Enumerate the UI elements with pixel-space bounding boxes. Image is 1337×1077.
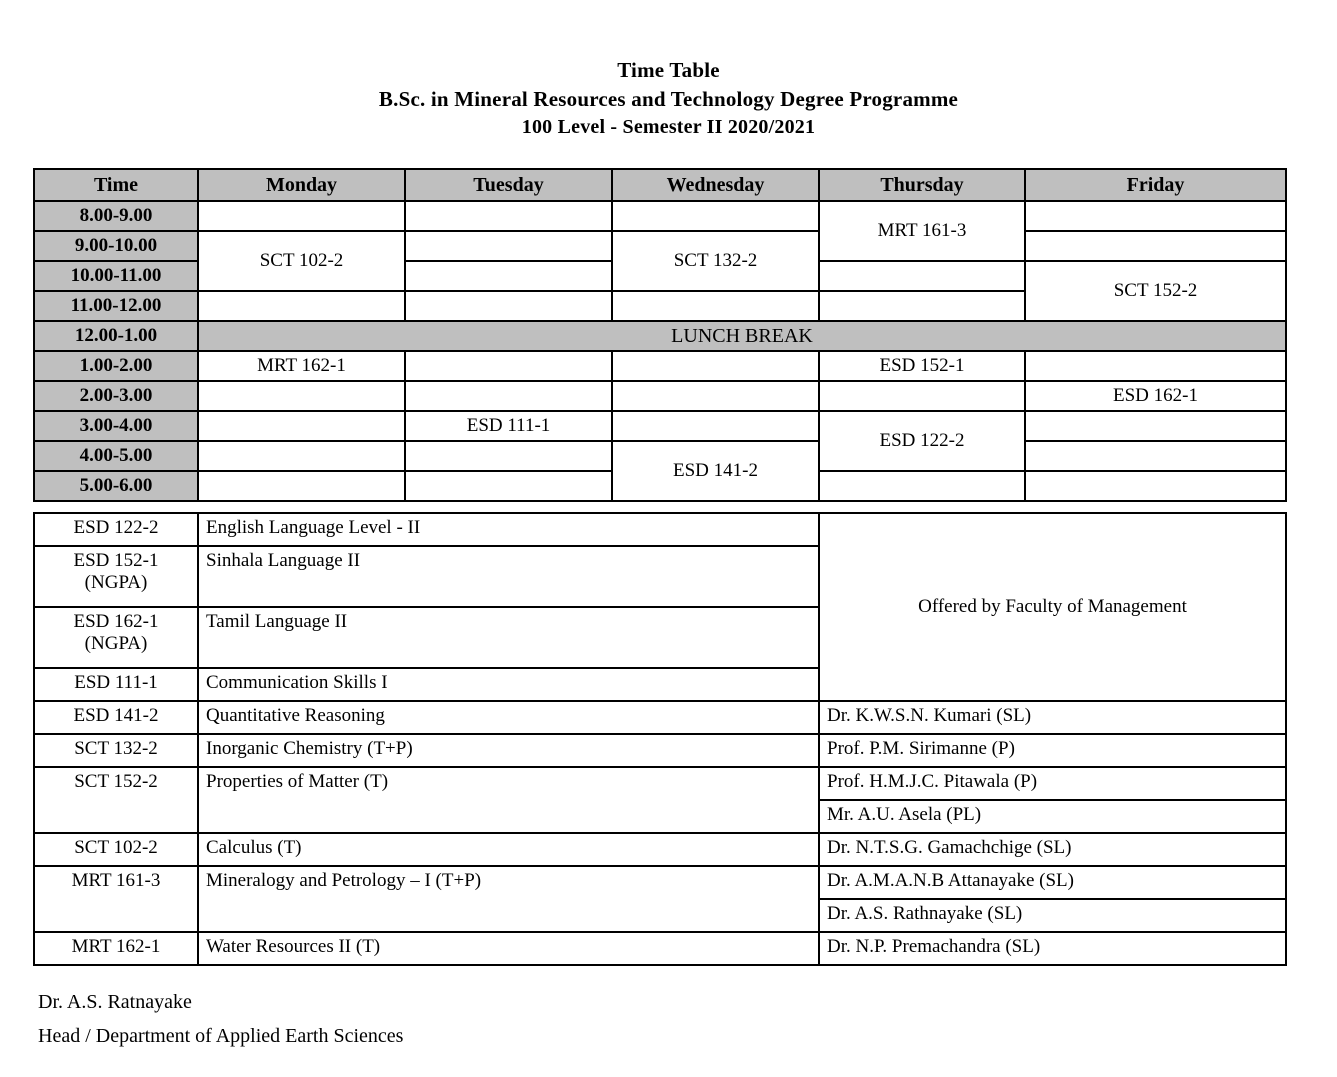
legend-staff: Dr. A.S. Rathnayake (SL) xyxy=(819,899,1286,932)
table-row xyxy=(34,411,1286,441)
slot-thursday-1300-esd152[interactable]: ESD 152-1 xyxy=(819,351,1025,381)
slot-thursday-1400[interactable] xyxy=(819,381,1025,411)
slot-friday-1500[interactable] xyxy=(1025,411,1286,441)
slot-tuesday-1300[interactable] xyxy=(405,351,612,381)
legend-faculty-note: Offered by Faculty of Management xyxy=(819,513,1286,701)
slot-tuesday-0900[interactable] xyxy=(405,231,612,261)
slot-monday-1100[interactable] xyxy=(198,291,405,321)
slot-thursday-1700[interactable] xyxy=(819,471,1025,501)
legend-course: Water Resources II (T) xyxy=(198,932,819,965)
slot-friday-0900[interactable] xyxy=(1025,231,1286,261)
table-row-lunch xyxy=(34,321,1286,351)
column-header-wednesday: Wednesday xyxy=(612,169,819,201)
table-row xyxy=(34,351,1286,381)
slot-monday-0900-sct102[interactable]: SCT 102-2 xyxy=(198,231,405,291)
document-header xyxy=(0,0,1337,141)
signature-block xyxy=(38,985,403,1053)
legend-code-main: ESD 162-1 xyxy=(73,611,159,632)
signatory-name: Dr. A.S. Ratnayake xyxy=(38,991,192,1013)
legend-staff: Prof. H.M.J.C. Pitawala (P) xyxy=(819,767,1286,800)
legend-course: Inorganic Chemistry (T+P) xyxy=(198,734,819,767)
slot-wednesday-1300[interactable] xyxy=(612,351,819,381)
slot-wednesday-0800[interactable] xyxy=(612,201,819,231)
slot-wednesday-1100[interactable] xyxy=(612,291,819,321)
legend-code: SCT 102-2 xyxy=(34,833,198,866)
table-row xyxy=(34,201,1286,231)
column-header-thursday: Thursday xyxy=(819,169,1025,201)
legend-row xyxy=(34,734,1286,767)
page-title: Time Table xyxy=(617,58,720,82)
slot-friday-1700[interactable] xyxy=(1025,471,1286,501)
legend-code: ESD 122-2 xyxy=(34,513,198,546)
legend-course: Mineralogy and Petrology – I (T+P) xyxy=(198,866,819,932)
slot-monday-1400[interactable] xyxy=(198,381,405,411)
legend-code xyxy=(34,546,198,607)
slot-monday-1600[interactable] xyxy=(198,441,405,471)
slot-thursday-1000[interactable] xyxy=(819,261,1025,291)
slot-tuesday-1100[interactable] xyxy=(405,291,612,321)
slot-friday-1000-sct152[interactable]: SCT 152-2 xyxy=(1025,261,1286,321)
slot-friday-1400-esd162[interactable]: ESD 162-1 xyxy=(1025,381,1286,411)
slot-wednesday-1400[interactable] xyxy=(612,381,819,411)
timetable-header-row xyxy=(34,169,1286,201)
slot-tuesday-1500-esd111[interactable]: ESD 111-1 xyxy=(405,411,612,441)
time-slot-label: 5.00-6.00 xyxy=(34,471,198,501)
time-slot-label: 10.00-11.00 xyxy=(34,261,198,291)
slot-monday-0800[interactable] xyxy=(198,201,405,231)
legend-course: Properties of Matter (T) xyxy=(198,767,819,833)
slot-tuesday-0800[interactable] xyxy=(405,201,612,231)
legend-code xyxy=(34,607,198,668)
legend-course: Tamil Language II xyxy=(198,607,819,668)
column-header-tuesday: Tuesday xyxy=(405,169,612,201)
legend-staff: Prof. P.M. Sirimanne (P) xyxy=(819,734,1286,767)
legend-code: ESD 141-2 xyxy=(34,701,198,734)
legend-row xyxy=(34,513,1286,546)
slot-monday-1700[interactable] xyxy=(198,471,405,501)
legend-staff: Mr. A.U. Asela (PL) xyxy=(819,800,1286,833)
slot-friday-1600[interactable] xyxy=(1025,441,1286,471)
legend-course: Quantitative Reasoning xyxy=(198,701,819,734)
slot-wednesday-0900-sct132[interactable]: SCT 132-2 xyxy=(612,231,819,291)
legend-staff: Dr. A.M.A.N.B Attanayake (SL) xyxy=(819,866,1286,899)
legend-course: Communication Skills I xyxy=(198,668,819,701)
legend-code: SCT 132-2 xyxy=(34,734,198,767)
programme-title: B.Sc. in Mineral Resources and Technology Degree Programme xyxy=(378,87,959,111)
legend-staff: Dr. K.W.S.N. Kumari (SL) xyxy=(819,701,1286,734)
legend-code: ESD 111-1 xyxy=(34,668,198,701)
legend-course: Sinhala Language II xyxy=(198,546,819,607)
legend-code-ngpa: (NGPA) xyxy=(84,633,148,654)
course-legend-table xyxy=(33,512,1287,966)
time-slot-label: 4.00-5.00 xyxy=(34,441,198,471)
slot-monday-1500[interactable] xyxy=(198,411,405,441)
time-slot-label: 11.00-12.00 xyxy=(34,291,198,321)
legend-staff: Dr. N.P. Premachandra (SL) xyxy=(819,932,1286,965)
legend-row xyxy=(34,866,1286,899)
slot-monday-1300-mrt162[interactable]: MRT 162-1 xyxy=(198,351,405,381)
slot-thursday-1100[interactable] xyxy=(819,291,1025,321)
slot-thursday-0800-mrt161[interactable]: MRT 161-3 xyxy=(819,201,1025,261)
timetable-grid xyxy=(33,168,1287,502)
time-slot-label: 1.00-2.00 xyxy=(34,351,198,381)
column-header-monday: Monday xyxy=(198,169,405,201)
time-slot-label: 3.00-4.00 xyxy=(34,411,198,441)
table-row xyxy=(34,381,1286,411)
column-header-time: Time xyxy=(34,169,198,201)
legend-staff: Dr. N.T.S.G. Gamachchige (SL) xyxy=(819,833,1286,866)
table-row xyxy=(34,231,1286,261)
time-slot-label: 9.00-10.00 xyxy=(34,231,198,261)
legend-code: SCT 152-2 xyxy=(34,767,198,833)
level-semester-title: 100 Level - Semester II 2020/2021 xyxy=(521,116,816,138)
signatory-position: Head / Department of Applied Earth Sciences xyxy=(38,1025,404,1047)
legend-course: English Language Level - II xyxy=(198,513,819,546)
legend-row xyxy=(34,701,1286,734)
time-slot-label: 8.00-9.00 xyxy=(34,201,198,231)
legend-code: MRT 162-1 xyxy=(34,932,198,965)
time-slot-label: 12.00-1.00 xyxy=(34,321,198,351)
legend-code-main: ESD 152-1 xyxy=(73,550,159,571)
slot-tuesday-1400[interactable] xyxy=(405,381,612,411)
column-header-friday: Friday xyxy=(1025,169,1286,201)
slot-tuesday-1000[interactable] xyxy=(405,261,612,291)
lunch-break-cell: LUNCH BREAK xyxy=(198,321,1286,351)
slot-wednesday-1500[interactable] xyxy=(612,411,819,441)
slot-friday-0800[interactable] xyxy=(1025,201,1286,231)
legend-course: Calculus (T) xyxy=(198,833,819,866)
slot-tuesday-1700[interactable] xyxy=(405,471,612,501)
legend-row xyxy=(34,833,1286,866)
slot-thursday-1500-esd122[interactable]: ESD 122-2 xyxy=(819,411,1025,471)
legend-code: MRT 161-3 xyxy=(34,866,198,932)
table-row xyxy=(34,441,1286,471)
time-slot-label: 2.00-3.00 xyxy=(34,381,198,411)
legend-row xyxy=(34,767,1286,800)
legend-code-ngpa: (NGPA) xyxy=(84,572,148,593)
slot-tuesday-1600[interactable] xyxy=(405,441,612,471)
legend-row xyxy=(34,932,1286,965)
slot-friday-1300[interactable] xyxy=(1025,351,1286,381)
slot-wednesday-1600-esd141[interactable]: ESD 141-2 xyxy=(612,441,819,501)
